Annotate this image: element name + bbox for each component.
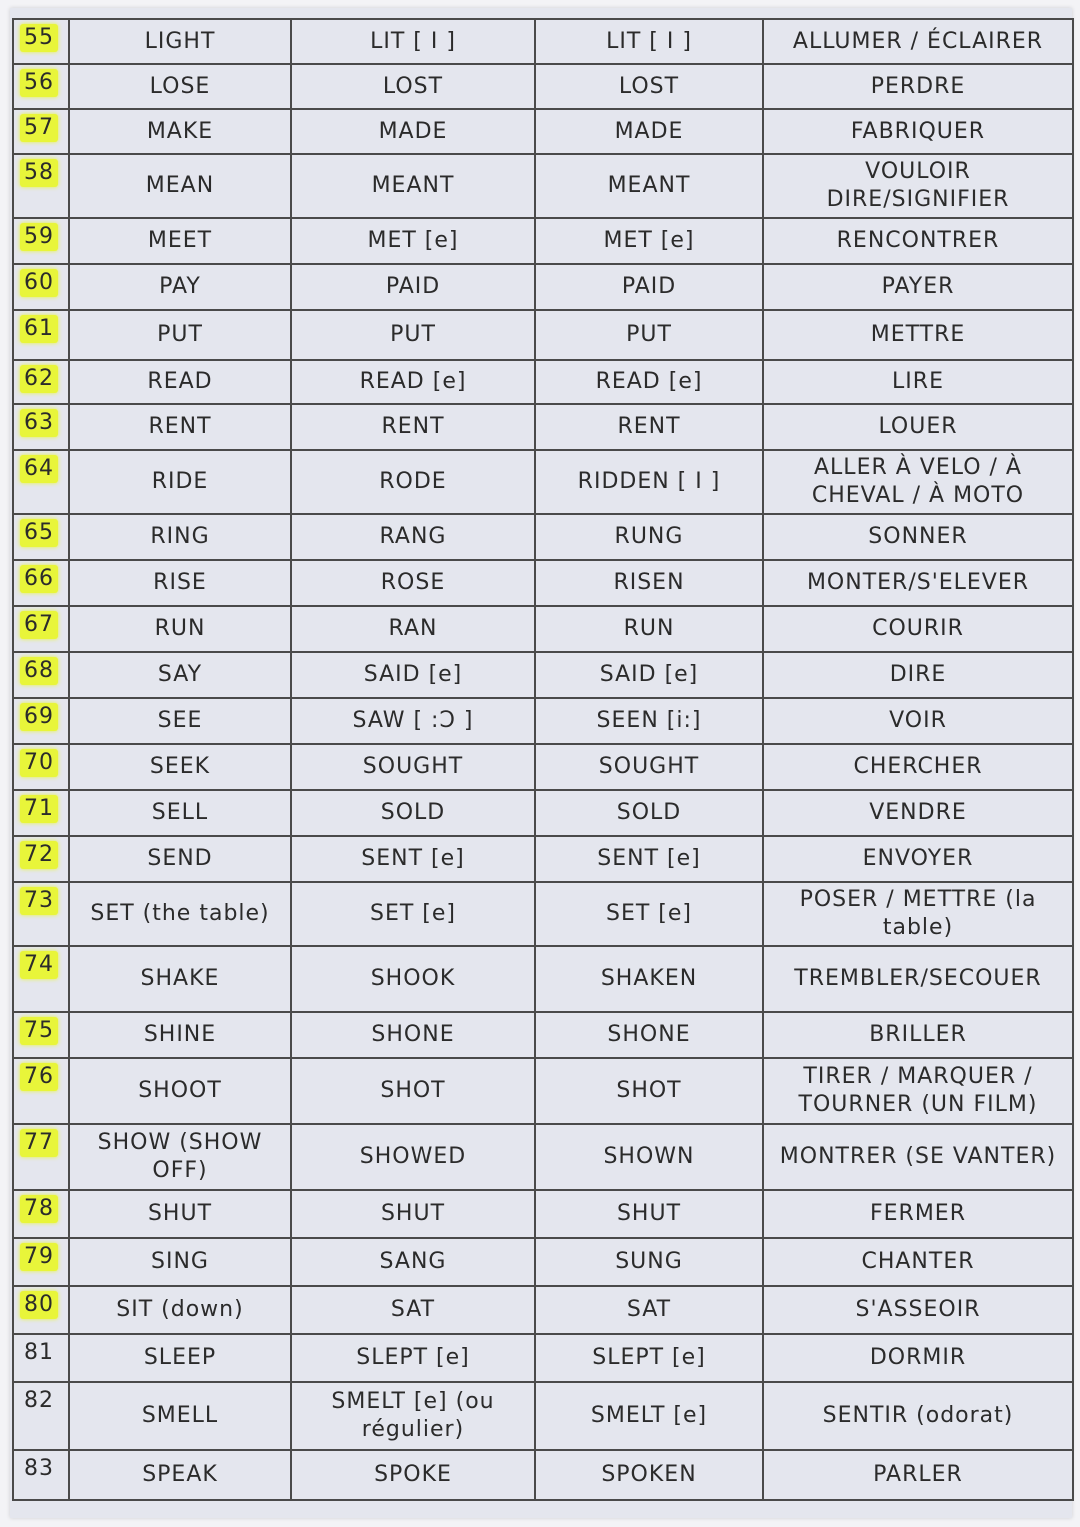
- past-participle-cell: PUT: [535, 310, 763, 360]
- verb-number: 56: [20, 69, 58, 97]
- verb-number-cell: [13, 652, 69, 698]
- base-form-cell: SEND: [69, 836, 291, 882]
- table-row: [13, 1238, 1073, 1286]
- preterit-form-cell: SAT: [291, 1286, 535, 1334]
- preterit-form-cell: ROSE: [291, 560, 535, 606]
- past-participle-cell: LOST: [535, 64, 763, 109]
- french-translation-cell: FABRIQUER: [763, 109, 1073, 154]
- base-form-cell: SAY: [69, 652, 291, 698]
- past-participle-cell: RISEN: [535, 560, 763, 606]
- past-participle-cell: SOLD: [535, 790, 763, 836]
- preterit-form-cell: SAID [e]: [291, 652, 535, 698]
- french-translation-cell: RENCONTRER: [763, 218, 1073, 264]
- french-translation-cell: CHERCHER: [763, 744, 1073, 790]
- french-translation-cell: PERDRE: [763, 64, 1073, 109]
- table-row: [13, 64, 1073, 109]
- verb-number-cell: [13, 882, 69, 946]
- base-form-cell: SEE: [69, 698, 291, 744]
- french-translation-cell: DIRE: [763, 652, 1073, 698]
- base-form-cell: PUT: [69, 310, 291, 360]
- preterit-form-cell: SMELT [e] (ou régulier): [291, 1382, 535, 1450]
- base-form-cell: MEAN: [69, 154, 291, 218]
- preterit-form-cell: SHOT: [291, 1058, 535, 1124]
- verb-number: 80: [20, 1291, 58, 1319]
- verb-number: 65: [20, 519, 58, 547]
- verb-number: 82: [24, 1388, 54, 1413]
- table-row: [13, 1334, 1073, 1382]
- table-row: [13, 560, 1073, 606]
- past-participle-cell: SHUT: [535, 1190, 763, 1238]
- past-participle-cell: SEEN [i:]: [535, 698, 763, 744]
- table-row: [13, 652, 1073, 698]
- verb-number: 55: [20, 24, 58, 52]
- french-translation-cell: FERMER: [763, 1190, 1073, 1238]
- table-row: [13, 404, 1073, 450]
- verb-number-cell: [13, 790, 69, 836]
- french-translation-cell: LOUER: [763, 404, 1073, 450]
- french-translation-cell: ALLER À VELO / À CHEVAL / À MOTO: [763, 450, 1073, 514]
- base-form-cell: SEEK: [69, 744, 291, 790]
- preterit-form-cell: RANG: [291, 514, 535, 560]
- verb-number: 69: [20, 703, 58, 731]
- past-participle-cell: SAT: [535, 1286, 763, 1334]
- verb-number: 72: [20, 841, 58, 869]
- preterit-form-cell: RENT: [291, 404, 535, 450]
- base-form-cell: MAKE: [69, 109, 291, 154]
- past-participle-cell: SOUGHT: [535, 744, 763, 790]
- preterit-form-cell: SHONE: [291, 1012, 535, 1058]
- verb-number-cell: [13, 64, 69, 109]
- french-translation-cell: DORMIR: [763, 1334, 1073, 1382]
- verb-number: 62: [20, 365, 58, 393]
- french-translation-cell: PAYER: [763, 264, 1073, 310]
- french-translation-cell: PARLER: [763, 1450, 1073, 1500]
- verb-number-cell: [13, 218, 69, 264]
- base-form-cell: SHAKE: [69, 946, 291, 1012]
- verb-number: 78: [20, 1195, 58, 1223]
- base-form-cell: READ: [69, 360, 291, 404]
- base-form-cell: SELL: [69, 790, 291, 836]
- verb-number-cell: [13, 264, 69, 310]
- preterit-form-cell: SAW [ :Ɔ ]: [291, 698, 535, 744]
- verb-number-cell: [13, 1012, 69, 1058]
- verb-number: 66: [20, 565, 58, 593]
- verb-number: 75: [20, 1017, 58, 1045]
- preterit-form-cell: SLEPT [e]: [291, 1334, 535, 1382]
- table-row: [13, 836, 1073, 882]
- verb-number: 76: [20, 1063, 58, 1091]
- verb-number: 79: [20, 1243, 58, 1271]
- base-form-cell: SING: [69, 1238, 291, 1286]
- preterit-form-cell: READ [e]: [291, 360, 535, 404]
- base-form-cell: SHUT: [69, 1190, 291, 1238]
- verb-number-cell: [13, 310, 69, 360]
- past-participle-cell: SLEPT [e]: [535, 1334, 763, 1382]
- verb-number: 59: [20, 223, 58, 251]
- verb-number-cell: [13, 698, 69, 744]
- french-translation-cell: ENVOYER: [763, 836, 1073, 882]
- table-row: [13, 882, 1073, 946]
- french-translation-cell: TREMBLER/SECOUER: [763, 946, 1073, 1012]
- verb-number-cell: [13, 744, 69, 790]
- past-participle-cell: SHONE: [535, 1012, 763, 1058]
- french-translation-cell: TIRER / MARQUER / TOURNER (UN FILM): [763, 1058, 1073, 1124]
- table-row: [13, 946, 1073, 1012]
- table-row: [13, 1124, 1073, 1190]
- verb-number-cell: [13, 19, 69, 64]
- verb-number-cell: [13, 1382, 69, 1450]
- base-form-cell: RENT: [69, 404, 291, 450]
- table-body: [13, 19, 1073, 1500]
- verb-number-cell: [13, 109, 69, 154]
- verb-number: 63: [20, 409, 58, 437]
- past-participle-cell: LIT [ I ]: [535, 19, 763, 64]
- verb-number-cell: [13, 1238, 69, 1286]
- preterit-form-cell: LIT [ I ]: [291, 19, 535, 64]
- base-form-cell: SHOW (SHOW OFF): [69, 1124, 291, 1190]
- preterit-form-cell: SHUT: [291, 1190, 535, 1238]
- preterit-form-cell: LOST: [291, 64, 535, 109]
- verb-number-cell: [13, 154, 69, 218]
- preterit-form-cell: RODE: [291, 450, 535, 514]
- past-participle-cell: RENT: [535, 404, 763, 450]
- table-row: [13, 606, 1073, 652]
- past-participle-cell: SAID [e]: [535, 652, 763, 698]
- preterit-form-cell: MADE: [291, 109, 535, 154]
- verb-number: 61: [20, 315, 58, 343]
- past-participle-cell: RUNG: [535, 514, 763, 560]
- base-form-cell: SPEAK: [69, 1450, 291, 1500]
- table-row: [13, 514, 1073, 560]
- verb-number: 58: [20, 159, 58, 187]
- french-translation-cell: SONNER: [763, 514, 1073, 560]
- past-participle-cell: MET [e]: [535, 218, 763, 264]
- base-form-cell: MEET: [69, 218, 291, 264]
- verb-number: 57: [20, 114, 58, 142]
- past-participle-cell: RIDDEN [ I ]: [535, 450, 763, 514]
- verb-number: 70: [20, 749, 58, 777]
- table-row: [13, 1450, 1073, 1500]
- past-participle-cell: SPOKEN: [535, 1450, 763, 1500]
- table-row: [13, 1382, 1073, 1450]
- past-participle-cell: MEANT: [535, 154, 763, 218]
- french-translation-cell: MONTER/S'ELEVER: [763, 560, 1073, 606]
- verb-number-cell: [13, 560, 69, 606]
- preterit-form-cell: PUT: [291, 310, 535, 360]
- french-translation-cell: MONTRER (SE VANTER): [763, 1124, 1073, 1190]
- preterit-form-cell: SPOKE: [291, 1450, 535, 1500]
- table-row: [13, 1286, 1073, 1334]
- verb-number: 83: [24, 1456, 54, 1481]
- verb-number-cell: [13, 1450, 69, 1500]
- verb-number-cell: [13, 606, 69, 652]
- base-form-cell: LOSE: [69, 64, 291, 109]
- table-row: [13, 109, 1073, 154]
- french-translation-cell: ALLUMER / ÉCLAIRER: [763, 19, 1073, 64]
- past-participle-cell: PAID: [535, 264, 763, 310]
- past-participle-cell: SMELT [e]: [535, 1382, 763, 1450]
- verb-number-cell: [13, 514, 69, 560]
- table-row: [13, 698, 1073, 744]
- french-translation-cell: LIRE: [763, 360, 1073, 404]
- french-translation-cell: COURIR: [763, 606, 1073, 652]
- base-form-cell: SHOOT: [69, 1058, 291, 1124]
- preterit-form-cell: SHOWED: [291, 1124, 535, 1190]
- base-form-cell: LIGHT: [69, 19, 291, 64]
- verb-number: 67: [20, 611, 58, 639]
- base-form-cell: SMELL: [69, 1382, 291, 1450]
- table-row: [13, 450, 1073, 514]
- past-participle-cell: SUNG: [535, 1238, 763, 1286]
- verb-number: 60: [20, 269, 58, 297]
- verb-number-cell: [13, 836, 69, 882]
- table-row: [13, 790, 1073, 836]
- past-participle-cell: SET [e]: [535, 882, 763, 946]
- verb-number-cell: [13, 1286, 69, 1334]
- past-participle-cell: MADE: [535, 109, 763, 154]
- french-translation-cell: VOULOIR DIRE/SIGNIFIER: [763, 154, 1073, 218]
- base-form-cell: RUN: [69, 606, 291, 652]
- french-translation-cell: VOIR: [763, 698, 1073, 744]
- preterit-form-cell: SOLD: [291, 790, 535, 836]
- table-row: [13, 744, 1073, 790]
- french-translation-cell: SENTIR (odorat): [763, 1382, 1073, 1450]
- preterit-form-cell: PAID: [291, 264, 535, 310]
- verb-number: 81: [24, 1340, 54, 1365]
- table-row: [13, 264, 1073, 310]
- table-row: [13, 1058, 1073, 1124]
- table-row: [13, 1190, 1073, 1238]
- past-participle-cell: SHOT: [535, 1058, 763, 1124]
- past-participle-cell: SHAKEN: [535, 946, 763, 1012]
- preterit-form-cell: SHOOK: [291, 946, 535, 1012]
- irregular-verbs-table: [12, 18, 1074, 1501]
- verb-number-cell: [13, 1334, 69, 1382]
- french-translation-cell: METTRE: [763, 310, 1073, 360]
- preterit-form-cell: SOUGHT: [291, 744, 535, 790]
- french-translation-cell: S'ASSEOIR: [763, 1286, 1073, 1334]
- verb-number: 71: [20, 795, 58, 823]
- verb-number: 64: [20, 455, 58, 483]
- base-form-cell: PAY: [69, 264, 291, 310]
- past-participle-cell: SHOWN: [535, 1124, 763, 1190]
- table-row: [13, 360, 1073, 404]
- base-form-cell: SLEEP: [69, 1334, 291, 1382]
- past-participle-cell: SENT [e]: [535, 836, 763, 882]
- past-participle-cell: READ [e]: [535, 360, 763, 404]
- table-row: [13, 218, 1073, 264]
- past-participle-cell: RUN: [535, 606, 763, 652]
- base-form-cell: SIT (down): [69, 1286, 291, 1334]
- verb-number-cell: [13, 450, 69, 514]
- verb-number: 74: [20, 951, 58, 979]
- verb-number: 73: [20, 887, 58, 915]
- preterit-form-cell: MEANT: [291, 154, 535, 218]
- preterit-form-cell: SET [e]: [291, 882, 535, 946]
- preterit-form-cell: SENT [e]: [291, 836, 535, 882]
- verb-number-cell: [13, 360, 69, 404]
- verb-number-cell: [13, 404, 69, 450]
- table-row: [13, 1012, 1073, 1058]
- verb-number: 77: [20, 1129, 58, 1157]
- base-form-cell: SET (the table): [69, 882, 291, 946]
- verb-number-cell: [13, 1190, 69, 1238]
- verb-number-cell: [13, 946, 69, 1012]
- base-form-cell: RISE: [69, 560, 291, 606]
- table-row: [13, 19, 1073, 64]
- preterit-form-cell: SANG: [291, 1238, 535, 1286]
- preterit-form-cell: RAN: [291, 606, 535, 652]
- french-translation-cell: BRILLER: [763, 1012, 1073, 1058]
- french-translation-cell: CHANTER: [763, 1238, 1073, 1286]
- verb-number-cell: [13, 1058, 69, 1124]
- verb-number-cell: [13, 1124, 69, 1190]
- french-translation-cell: POSER / METTRE (la table): [763, 882, 1073, 946]
- verb-number: 68: [20, 657, 58, 685]
- base-form-cell: SHINE: [69, 1012, 291, 1058]
- base-form-cell: RIDE: [69, 450, 291, 514]
- table-row: [13, 310, 1073, 360]
- table-row: [13, 154, 1073, 218]
- french-translation-cell: VENDRE: [763, 790, 1073, 836]
- preterit-form-cell: MET [e]: [291, 218, 535, 264]
- base-form-cell: RING: [69, 514, 291, 560]
